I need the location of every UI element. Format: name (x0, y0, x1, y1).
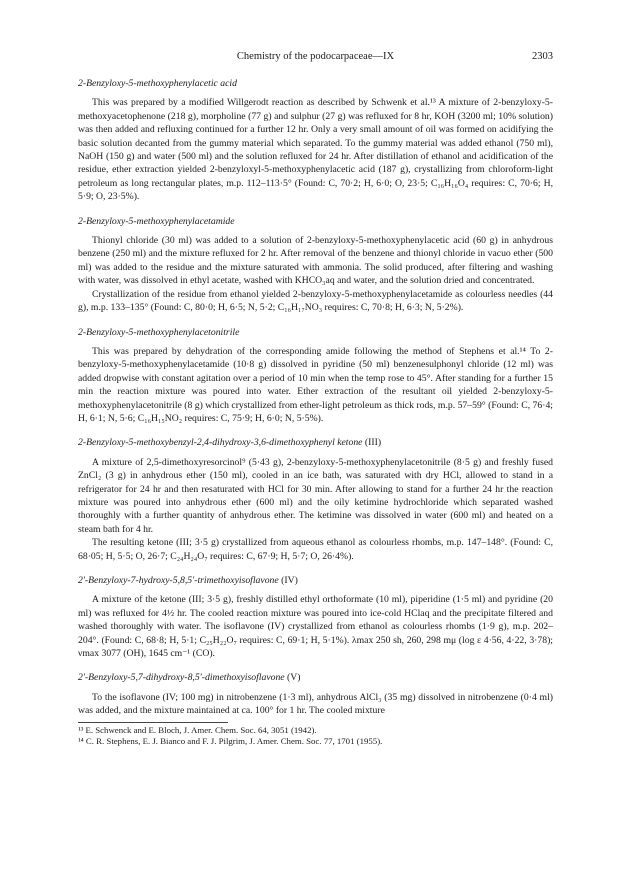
paragraph: This was prepared by dehydration of the corresponding amide following the method of Stephens et al.¹⁴ To 2-benzyloxy-5-methoxyphenylacetamide (10·8 g) dissolved in pyridine (50 ml) benzenesulphonyl chloride (12 ml) was added dropwise with constant agitation over a period of 10 min when the temp rose to 45°. After standing for a further 15 min the reaction mixture was poured into water. Ether extraction of the resultant oil yielded 2-benzyloxy-5-methoxyphenylacetonitrile (8 g) which crystallized from ether-light petroleum as thick rods, m.p. 57–59° (Found: C, 76·4; H, 6·1; N, 5·6; C₁₆H₁₅NO₂ requires: C, 75·9; H, 6·0; N, 5·5%). (78, 345, 553, 424)
section-heading: 2-Benzyloxy-5-methoxyphenylacetamide (78, 215, 235, 227)
section-acetonitrile (78, 326, 553, 426)
paragraph: A mixture of 2,5-dimethoxyresorcinol⁹ (5·43 g), 2-benzyloxy-5-methoxyphenylacetonitrile (8·5 g) and freshly fused ZnCl₂ (3 g) in anhydrous ether (150 ml), cooled in an ice bath, was saturated with dry HCl, allowed to stand in a refrigerator for 24 hr and then resaturated with HCl for 30 min. After allowing to stand for a further 24 hr the reaction mixture was poured into anhydrous ether (600 ml) and the oily ketimine hydrochloride which separated washed thoroughly with a further quantity of anhydrous ether. The ketimine was dissolved in water (600 ml) and heated on a steam bath for 4 hr. (78, 456, 553, 535)
section-acetamide (78, 215, 553, 315)
paragraph: Thionyl chloride (30 ml) was added to a solution of 2-benzyloxy-5-methoxyphenylacetic acid (60 g) in anhydrous benzene (250 ml) and the mixture refluxed for 2 hr. After removal of the benzene and thionyl chloride in vacuo ether (500 ml) was added to the residue and the mixture saturated with ammonia. The solid produced, after filtering and washing with water, was dissolved in ethyl acetate, washed with KHCO₃aq and water, and the solution dried and concentrated. (78, 235, 553, 287)
running-header (78, 50, 553, 64)
page-number: 2303 (532, 51, 553, 62)
paragraph: To the isoflavone (IV; 100 mg) in nitrobenzene (1·3 ml), anhydrous AlCl₃ (35 mg) dissolved in nitrobenzene (0·4 ml) was added, and the mixture maintained at ca. 100° for 1 hr. The cooled mixture (78, 691, 553, 717)
section-heading: 2'-Benzyloxy-5,7-dihydroxy-8,5'-dimethoxyisoflavone (V) (78, 672, 301, 684)
footnote-14: ¹⁴ C. R. Stephens, E. J. Bianco and F. J. Pilgrim, J. Amer. Chem. Soc. 77, 1701 (1955). (78, 736, 383, 747)
section-isoflavone-iv (78, 574, 553, 660)
section-heading: 2-Benzyloxy-5-methoxyphenylacetic acid (78, 78, 237, 89)
paragraph: Crystallization of the residue from ethanol yielded 2-benzyloxy-5-methoxyphenylacetamide as colourless needles (44 g), m.p. 133–135° (Found: C, 80·0; H, 6·5; N, 5·2; C₁₆H₁₇NO₃ requires: C, 70·8; H, 6·3; N, 5·2%). (78, 288, 553, 314)
section-ketone (78, 436, 553, 563)
section-isoflavone-v (78, 671, 553, 717)
section-acid (78, 77, 553, 204)
footnote-13: ¹³ E. Schwenck and E. Bloch, J. Amer. Chem. Soc. 64, 3051 (1942). (78, 724, 317, 735)
running-title: Chemistry of the podocarpaceae—IX (236, 51, 395, 62)
footnotes (78, 722, 383, 748)
paragraph: A mixture of the ketone (III; 3·5 g), freshly distilled ethyl orthoformate (10 ml), piperidine (1·5 ml) and pyridine (20 ml) was refluxed for 4½ hr. The cooled reaction mixture was poured into ice-cold HClaq and the precipitate filtered and washed thoroughly with water. The isoflavone (IV) crystallized from ethanol as colourless rhombs (1·9 g), m.p. 202–204°. (Found: C, 68·8; H, 5·1; C₂₅H₂₂O₇ requires: C, 69·1; H, 5·1%). λmax 250 sh, 260, 298 mμ (log ε 4·56, 4·22, 3·78); νmax 3077 (OH), 1645 cm⁻¹ (CO). (78, 594, 553, 660)
section-heading: 2'-Benzyloxy-7-hydroxy-5,8,5'-trimethoxyisoflavone (IV) (78, 575, 298, 586)
section-heading: 2-Benzyloxy-5-methoxybenzyl-2,4-dihydroxy-3,6-dimethoxyphenyl ketone (III) (78, 437, 382, 449)
paragraph: This was prepared by a modified Willgerodt reaction as described by Schwenk et al.¹³ A mixture of 2-benzyloxy-5-methoxyacetophenone (218 g), morpholine (77 g) and sulphur (27 g) was refluxed for 8 hr, KOH (3200 ml; 10% solution) was then added and refluxing continued for a further 12 hr. Only a very small amount of oil was formed on acidifying the basic solution decanted from the gummy material which separated. To the gummy material was added ethanol (750 ml), NaOH (150 g) and water (500 ml) and the solution refluxed for 24 hr. After distillation of ethanol and acidification of the residue, ether extraction yielded 2-benzyloxyl-5-methoxyphenylacetic acid (187 g), crystallizing from chloroform-light petroleum as long rectangular plates, m.p. 112–113·5° (Found: C, 70·2; H, 6·0; O, 23·5; C₁₆H₁₆O₄ requires: C, 70·6; H, 5·9; O, 23·5%). (78, 97, 553, 203)
section-heading: 2-Benzyloxy-5-methoxyphenylacetonitrile (78, 326, 240, 338)
paragraph: The resulting ketone (III; 3·5 g) crystallized from aqueous ethanol as colourless rhombs, m.p. 147–148°. (Found: C, 68·05; H, 5·5; O, 26·7; C₂₄H₂₄O₇ requires: C, 67·9; H, 5·7; O, 26·4%). (78, 537, 553, 562)
journal-page (78, 50, 553, 748)
